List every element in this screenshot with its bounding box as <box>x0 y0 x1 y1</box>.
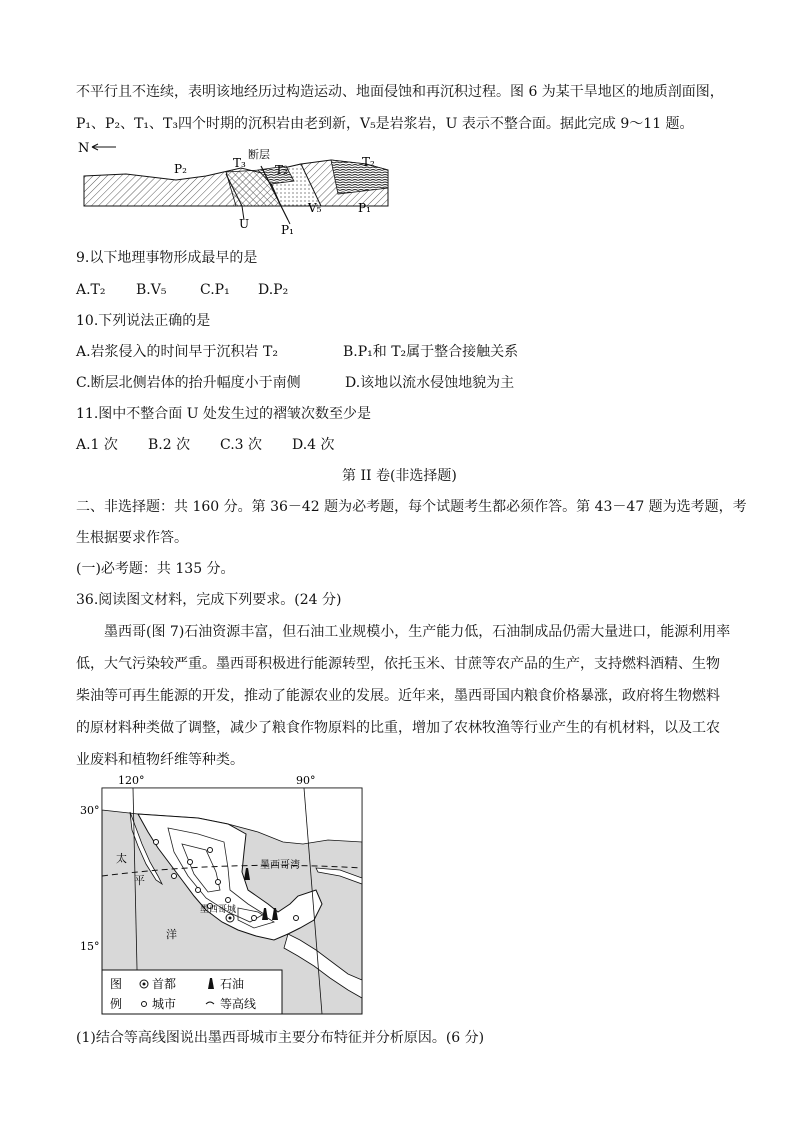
q10-option-b: B.P₁和 T₂属于整合接触关系 <box>343 344 519 360</box>
q9-option-d: D.P₂ <box>258 282 289 298</box>
figure-7-mexico-map <box>78 772 378 1022</box>
q11-stem: 11.图中不整合面 U 处发生过的褶皱次数至少是 <box>76 406 371 422</box>
lat-15: 15° <box>80 940 100 953</box>
q9-option-b: B.V₅ <box>136 282 167 298</box>
label-mexico-city: 墨西哥城 <box>200 905 237 915</box>
intro-line-2: P₁、P₂、T₁、T₃四个时期的沉积岩由老到新，V₅是岩浆岩，U 表示不整合面。据此完成 9～11 题。 <box>76 116 694 132</box>
label-pacific-2: 平 <box>134 874 145 887</box>
legend-li: 例 <box>110 997 123 1011</box>
label-fault: 断层 <box>248 148 270 161</box>
part2-line-2: 生根据要求作答。 <box>76 530 188 546</box>
q36-para-1: 墨西哥(图 7)石油资源丰富，但石油工业规模小，生产能力低，石油制成品仍需大量进口，能源利用率 <box>104 624 731 640</box>
label-u: U <box>239 217 250 231</box>
label-t2-a: T₂ <box>275 163 288 177</box>
q10-option-c: C.断层北侧岩体的抬升幅度小于南侧 <box>76 375 301 391</box>
q36-sub-1: (1)结合等高线图说出墨西哥城市主要分布特征并分析原因。(6 分) <box>76 1030 485 1046</box>
label-pacific-1: 太 <box>116 852 127 865</box>
label-p1-a: P₁ <box>281 223 294 236</box>
q10-option-a: A.岩浆侵入的时间早于沉积岩 T₂ <box>76 344 278 360</box>
lon-90: 90° <box>296 774 316 787</box>
lat-30: 30° <box>80 804 100 817</box>
q11-option-a: A.1 次 <box>76 437 118 453</box>
part2-line-1: 二、非选择题：共 160 分。第 36－42 题为必考题，每个试题考生都必须作答。第 43－47 题为选考题，考 <box>76 499 747 515</box>
figure-6-geologic-section <box>76 136 396 236</box>
q36-para-4: 的原材料种类做了调整，减少了粮食作物原料的比重，增加了农林牧渔等行业产生的有机材料，以及工农 <box>76 720 720 736</box>
q36-para-2: 低，大气污染较严重。墨西哥积极进行能源转型，依托玉米、甘蔗等农产品的生产，支持燃料酒精、生物 <box>76 656 720 672</box>
q9-option-a: A.T₂ <box>76 282 106 298</box>
part2-title: 第 II 卷(非选择题) <box>342 468 457 484</box>
label-pacific-3: 洋 <box>166 928 177 941</box>
legend-town: 城市 <box>152 997 177 1011</box>
north-label: N <box>78 141 90 156</box>
q36-stem: 36.阅读图文材料，完成下列要求。(24 分) <box>76 592 342 608</box>
label-t2-b: T₂ <box>362 155 375 169</box>
q11-option-b: B.2 次 <box>148 437 191 453</box>
label-p2: P₂ <box>174 162 187 176</box>
label-t3: T₃ <box>233 156 246 170</box>
q36-para-3: 柴油等可再生能源的开发，推动了能源农业的发展。近年来，墨西哥国内粮食价格暴涨，政府将生物燃料 <box>76 688 720 704</box>
q10-option-d: D.该地以流水侵蚀地貌为主 <box>345 375 515 391</box>
legend-tu: 图 <box>110 977 123 991</box>
legend-oil: 石油 <box>220 977 245 991</box>
lon-120: 120° <box>118 774 145 787</box>
legend-contour: 等高线 <box>220 997 257 1011</box>
q11-option-d: D.4 次 <box>292 437 335 453</box>
q11-option-c: C.3 次 <box>220 437 263 453</box>
label-gulf: 墨西哥湾 <box>260 860 300 871</box>
q9-option-c: C.P₁ <box>200 282 230 298</box>
intro-line-1: 不平行且不连续，表明该地经历过构造运动、地面侵蚀和再沉积过程。图 6 为某干旱地区的地质剖面图， <box>76 84 724 100</box>
legend-capital: 首都 <box>152 977 177 991</box>
part2-required: (一)必考题：共 135 分。 <box>76 561 235 577</box>
q10-stem: 10.下列说法正确的是 <box>76 313 211 329</box>
q36-para-5: 业废料和植物纤维等种类。 <box>76 752 244 768</box>
q9-stem: 9.以下地理事物形成最早的是 <box>76 250 258 266</box>
label-v5: V₅ <box>308 201 322 215</box>
label-p1-b: P₁ <box>358 201 371 215</box>
